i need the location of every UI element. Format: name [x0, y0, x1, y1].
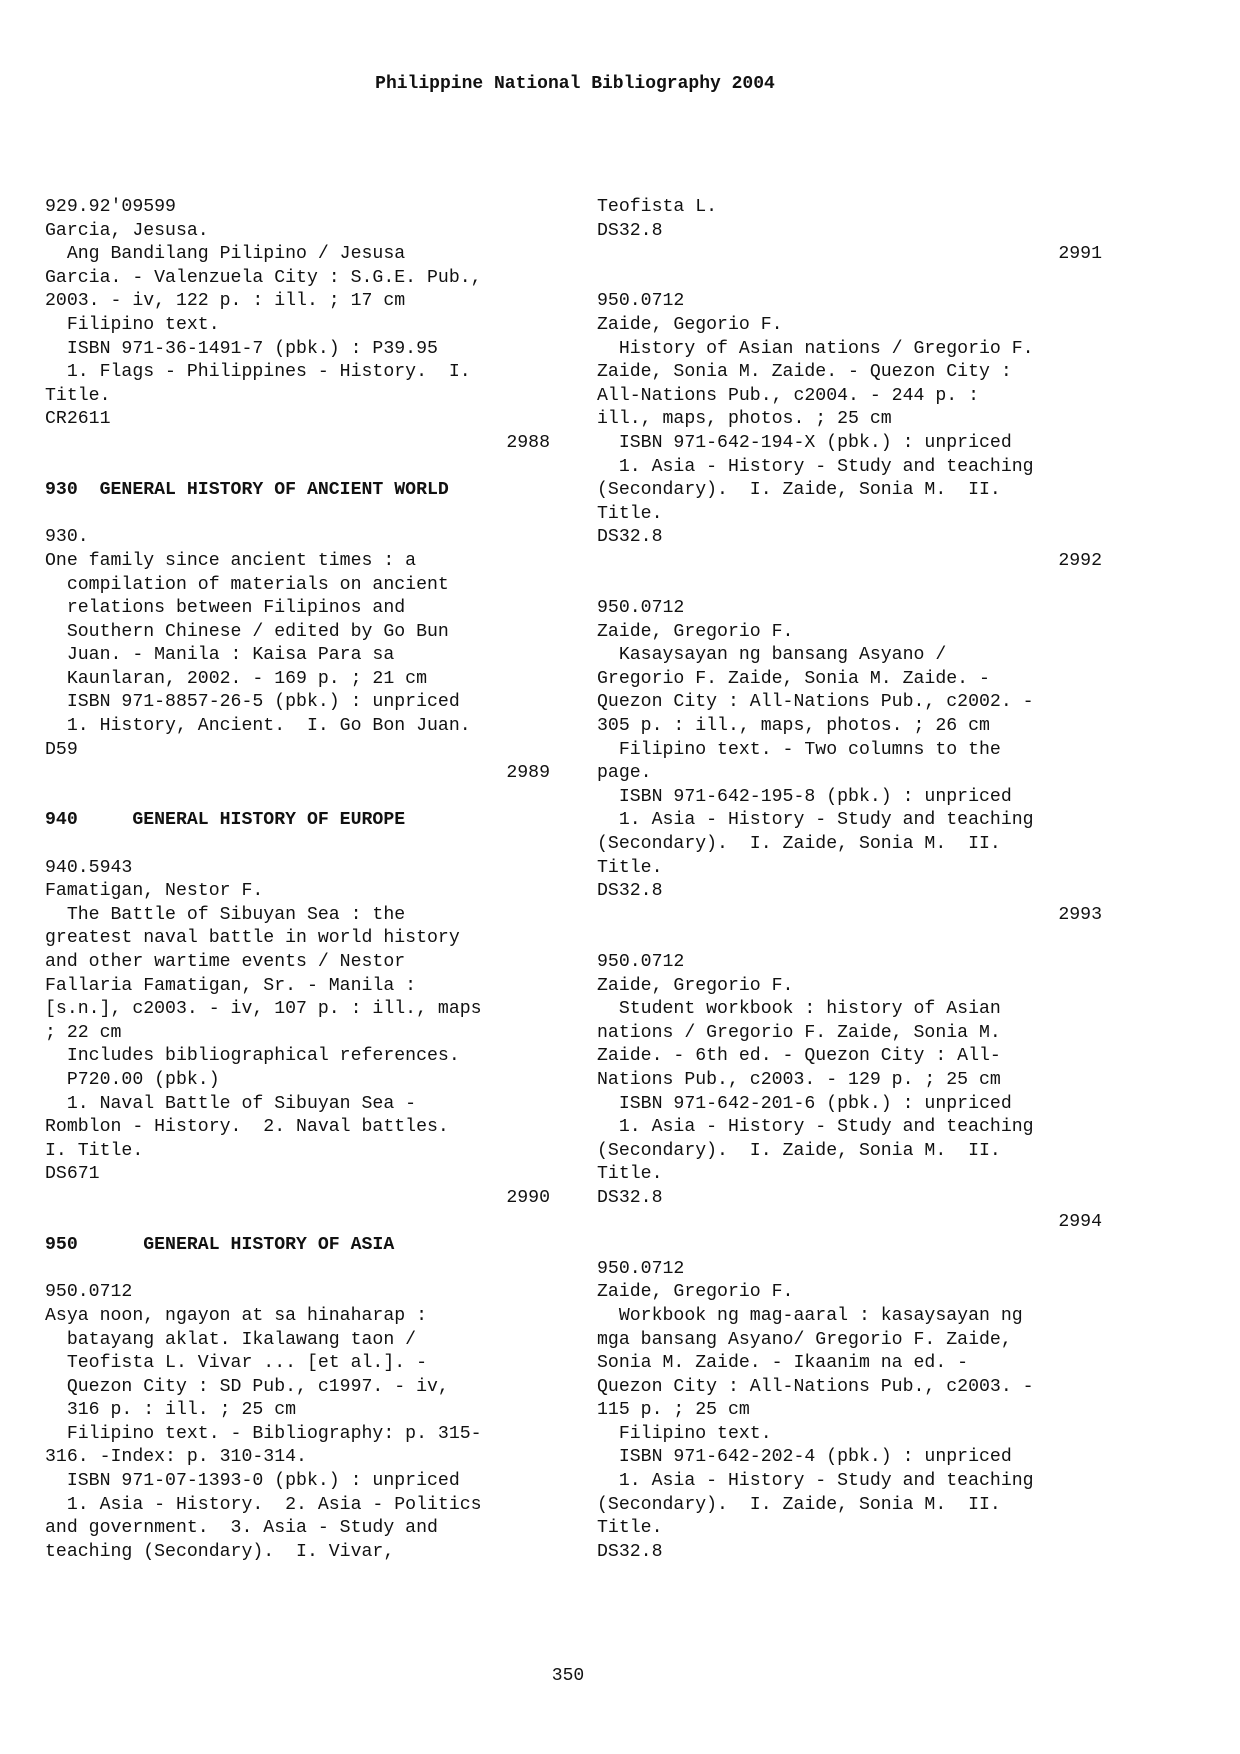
entry-line: Title.	[597, 857, 663, 878]
entry-line: Quezon City : SD Pub., c1997. - iv,	[45, 1376, 449, 1397]
entry-line: 1. Asia - History - Study and teaching	[597, 810, 1034, 831]
entry-line: History of Asian nations / Gregorio F.	[597, 338, 1034, 359]
entry-line	[45, 1211, 550, 1235]
entry-number: 2989	[506, 763, 550, 784]
entry-line: and government. 3. Asia - Study and	[45, 1518, 438, 1539]
entry-line: page.	[597, 763, 652, 784]
entry-line: Student workbook : history of Asian	[597, 999, 1001, 1020]
entry-line: compilation of materials on ancient	[45, 574, 449, 595]
entry-line: Teofista L. Vivar ... [et al.]. -	[45, 1353, 427, 1374]
entry-line: and other wartime events / Nestor	[45, 952, 406, 972]
entry-line: greatest naval battle in world history	[45, 928, 460, 949]
entry-line: I. Title.	[45, 1140, 144, 1161]
entry-line	[45, 456, 550, 480]
entry-line: Teofista L.	[597, 197, 718, 217]
entry-line: Zaide, Sonia M. Zaide. - Quezon City :	[597, 362, 1012, 383]
entry-line: (Secondary). I. Zaide, Sonia M. II.	[597, 834, 1001, 855]
entry-line: batayang aklat. Ikalawang taon /	[45, 1329, 417, 1350]
entry-line: nations / Gregorio F. Zaide, Sonia M.	[597, 1022, 1001, 1043]
entry-line	[45, 503, 550, 527]
entry-line: Romblon - History. 2. Naval battles.	[45, 1117, 449, 1138]
page-title: Philippine National Bibliography 2004	[375, 74, 775, 94]
entry-line: 316. -Index: p. 310-314.	[45, 1447, 307, 1468]
entry-line: Zaide, Gregorio F.	[597, 975, 794, 996]
entry-line: Title.	[597, 1164, 663, 1185]
right-column	[597, 196, 1102, 1564]
entry-line	[45, 1258, 550, 1282]
entry-line: 929.92'09599	[45, 197, 176, 217]
entry-number: 2991	[1058, 244, 1102, 265]
entry-line: 930.	[45, 527, 89, 548]
entry-line: 950.0712	[597, 291, 685, 312]
entry-line: Gregorio F. Zaide, Sonia M. Zaide. -	[597, 668, 990, 689]
entry-line: Kaunlaran, 2002. - 169 p. ; 21 cm	[45, 668, 427, 689]
entry-line: teaching (Secondary). I. Vivar,	[45, 1541, 395, 1562]
entry-line: DS32.8	[597, 220, 663, 241]
entry-line: Juan. - Manila : Kaisa Para sa	[45, 645, 395, 666]
entry-line: 1. Asia - History. 2. Asia - Politics	[45, 1494, 482, 1515]
entry-line: 1. History, Ancient. I. Go Bon Juan.	[45, 716, 471, 737]
entry-line: ISBN 971-642-201-6 (pbk.) : unpriced	[597, 1093, 1012, 1114]
left-column	[45, 196, 550, 1564]
entry-line: Kasaysayan ng bansang Asyano /	[597, 645, 947, 666]
entry-line: ISBN 971-07-1393-0 (pbk.) : unpriced	[45, 1471, 460, 1492]
entry-line: DS671	[45, 1164, 100, 1185]
entry-line: ISBN 971-36-1491-7 (pbk.) : P39.95	[45, 338, 438, 359]
entry-line	[597, 1234, 1102, 1258]
section-heading: 950 GENERAL HISTORY OF ASIA	[45, 1235, 395, 1256]
entry-line	[45, 833, 550, 857]
entry-line: [s.n.], c2003. - iv, 107 p. : ill., maps	[45, 999, 482, 1020]
entry-line: 305 p. : ill., maps, photos. ; 26 cm	[597, 716, 990, 737]
entry-line: Zaide, Gegorio F.	[597, 314, 783, 335]
entry-line: Filipino text. - Bibliography: p. 315-	[45, 1423, 482, 1444]
entry-line: 950.0712	[45, 1282, 133, 1303]
entry-line: 950.0712	[597, 1258, 685, 1279]
entry-number: 2994	[1058, 1211, 1102, 1232]
entry-line: ISBN 971-642-195-8 (pbk.) : unpriced	[597, 786, 1012, 807]
entry-line: Zaide, Gregorio F.	[597, 621, 794, 642]
entry-line: mga bansang Asyano/ Gregorio F. Zaide,	[597, 1329, 1012, 1350]
entry-line: (Secondary). I. Zaide, Sonia M. II.	[597, 480, 1001, 501]
entry-line: Southern Chinese / edited by Go Bun	[45, 621, 449, 642]
entry-line: 950.0712	[597, 598, 685, 619]
entry-line: 940.5943	[45, 857, 133, 878]
entry-line: 115 p. ; 25 cm	[597, 1400, 750, 1421]
entry-line: One family since ancient times : a	[45, 550, 417, 571]
entry-line: Garcia, Jesusa.	[45, 220, 209, 241]
entry-line: Filipino text. - Two columns to the	[597, 739, 1001, 760]
entry-line: 1. Asia - History - Study and teaching	[597, 1117, 1034, 1138]
entry-line: D59	[45, 739, 78, 760]
entry-line: Filipino text.	[597, 1423, 772, 1444]
entry-line: DS32.8	[597, 881, 663, 902]
entry-line: P720.00 (pbk.)	[45, 1069, 220, 1090]
entry-number: 2993	[1058, 904, 1102, 925]
entry-line: 1. Flags - Philippines - History. I.	[45, 362, 471, 383]
entry-line: Zaide, Gregorio F.	[597, 1282, 794, 1303]
page-number: 350	[551, 1666, 585, 1686]
entry-line: Sonia M. Zaide. - Ikaanim na ed. -	[597, 1353, 969, 1374]
entry-line: DS32.8	[597, 1187, 663, 1208]
entry-line: ISBN 971-642-194-X (pbk.) : unpriced	[597, 432, 1012, 453]
entry-line: relations between Filipinos and	[45, 598, 406, 619]
entry-line: Ang Bandilang Pilipino / Jesusa	[45, 244, 406, 265]
entry-line: ISBN 971-8857-26-5 (pbk.) : unpriced	[45, 692, 460, 713]
entry-line	[597, 927, 1102, 951]
entry-line: Quezon City : All-Nations Pub., c2002. -	[597, 692, 1034, 713]
entry-line: Includes bibliographical references.	[45, 1046, 460, 1067]
entry-line: Title.	[597, 1518, 663, 1539]
entry-line: Asya noon, ngayon at sa hinaharap :	[45, 1305, 427, 1326]
entry-line: Title.	[45, 385, 111, 406]
entry-line: Zaide. - 6th ed. - Quezon City : All-	[597, 1046, 1001, 1067]
entry-number: 2992	[1058, 550, 1102, 571]
entry-line: CR2611	[45, 409, 111, 430]
entry-line: Famatigan, Nestor F.	[45, 881, 264, 902]
entry-line: The Battle of Sibuyan Sea : the	[45, 904, 406, 925]
entry-line: All-Nations Pub., c2004. - 244 p. :	[597, 385, 979, 406]
entry-line: Quezon City : All-Nations Pub., c2003. -	[597, 1376, 1034, 1397]
entry-line: ; 22 cm	[45, 1022, 122, 1043]
section-heading: 940 GENERAL HISTORY OF EUROPE	[45, 810, 406, 831]
entry-line: Filipino text.	[45, 314, 220, 335]
entry-line	[45, 786, 550, 810]
entry-line: (Secondary). I. Zaide, Sonia M. II.	[597, 1140, 1001, 1161]
entry-line: Workbook ng mag-aaral : kasaysayan ng	[597, 1305, 1023, 1326]
entry-line: 316 p. : ill. ; 25 cm	[45, 1400, 297, 1421]
section-heading: 930 GENERAL HISTORY OF ANCIENT WORLD	[45, 480, 449, 501]
entry-line: 950.0712	[597, 952, 685, 972]
entry-number: 2990	[506, 1187, 550, 1208]
entry-line	[597, 267, 1102, 291]
entry-line: 1. Asia - History - Study and teaching	[597, 456, 1034, 477]
entry-line: ISBN 971-642-202-4 (pbk.) : unpriced	[597, 1447, 1012, 1468]
entry-line: Garcia. - Valenzuela City : S.G.E. Pub.,	[45, 267, 482, 288]
entry-line: DS32.8	[597, 527, 663, 548]
entry-line: 1. Asia - History - Study and teaching	[597, 1471, 1034, 1492]
entry-line: 1. Naval Battle of Sibuyan Sea -	[45, 1093, 417, 1114]
entry-line: Fallaria Famatigan, Sr. - Manila :	[45, 975, 417, 996]
entry-line: ill., maps, photos. ; 25 cm	[597, 409, 892, 430]
entry-line: (Secondary). I. Zaide, Sonia M. II.	[597, 1494, 1001, 1515]
entry-line	[597, 574, 1102, 598]
entry-line: Title.	[597, 503, 663, 524]
entry-line: 2003. - iv, 122 p. : ill. ; 17 cm	[45, 291, 406, 312]
entry-line: Nations Pub., c2003. - 129 p. ; 25 cm	[597, 1069, 1001, 1090]
entry-line: DS32.8	[597, 1541, 663, 1562]
entry-number: 2988	[506, 432, 550, 453]
